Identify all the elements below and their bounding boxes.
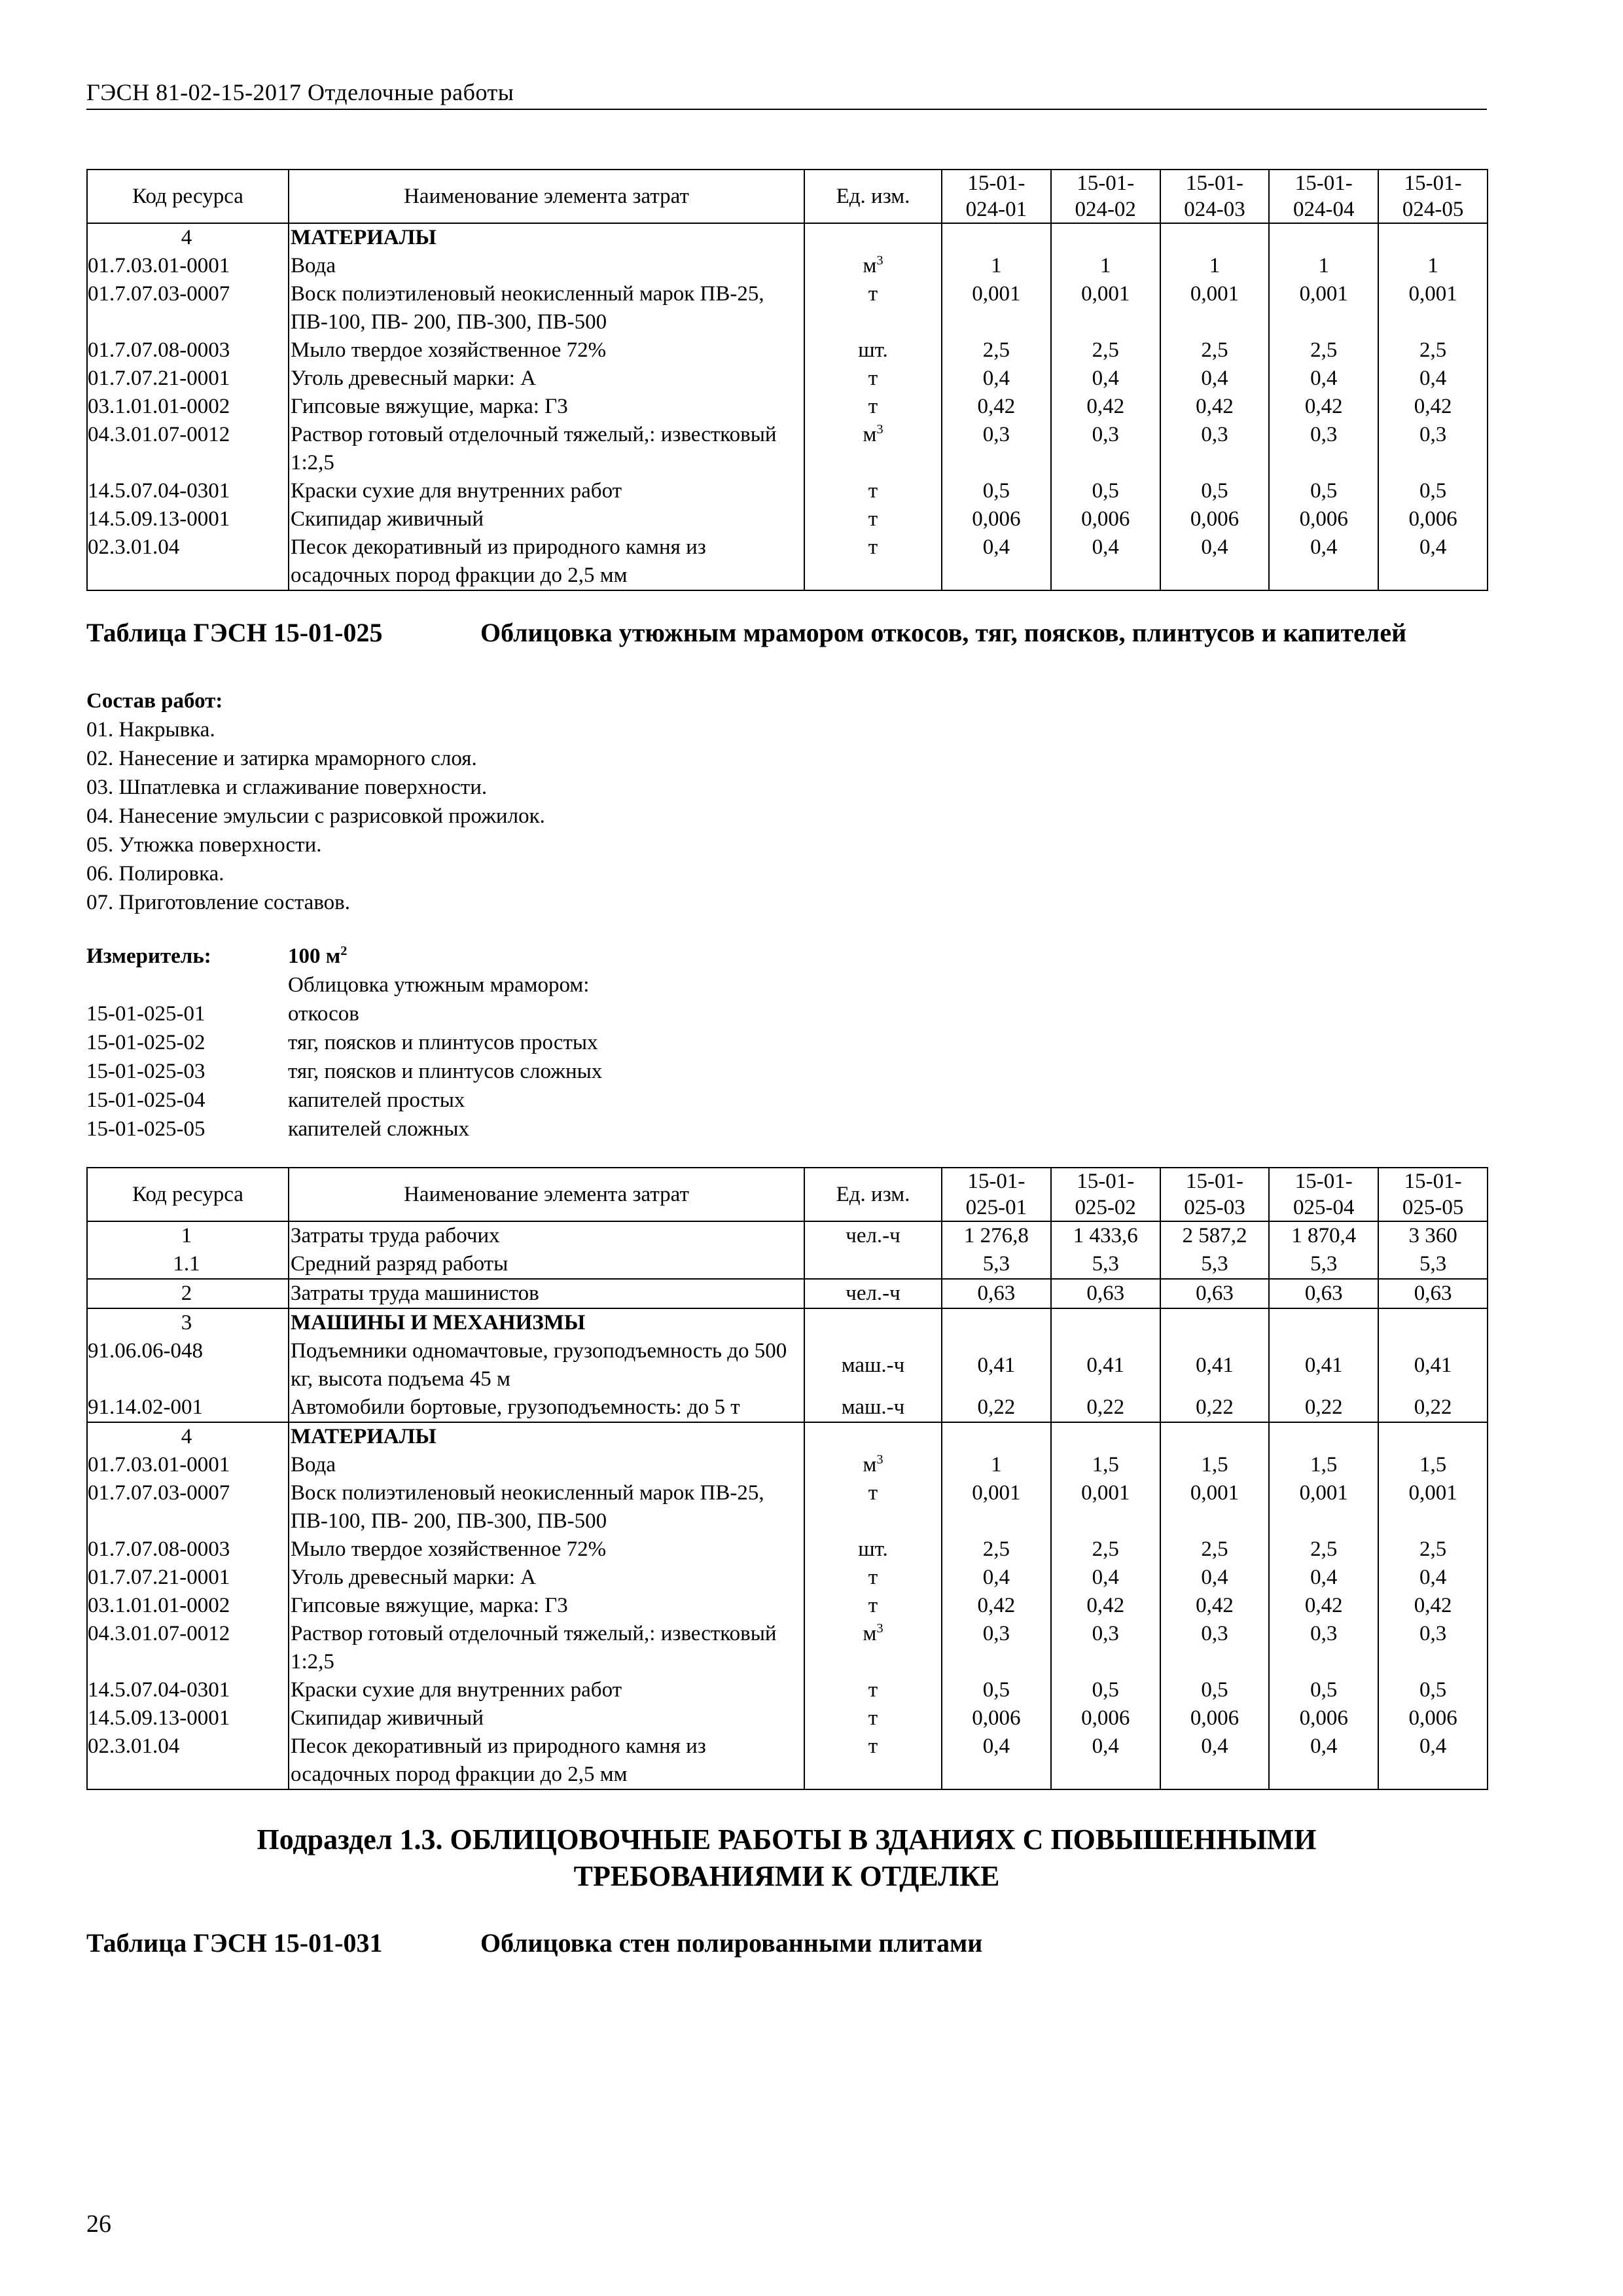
resource-name: Раствор готовый отделочный тяжелый,: известковый 1:2,5	[289, 1620, 804, 1676]
norm-value: 0,001	[1051, 1479, 1160, 1535]
table-row	[87, 336, 1488, 365]
resource-table-025	[86, 1167, 1488, 1790]
table-label: Таблица ГЭСН 15-01-025	[86, 618, 383, 647]
table-row	[87, 280, 1488, 336]
table-row	[87, 1221, 1488, 1250]
resource-name: Краски сухие для внутренних работ	[289, 477, 804, 505]
norm-value: 0,006	[942, 1704, 1051, 1732]
table-header-row	[87, 1168, 1488, 1221]
norm-value: 2,5	[1160, 1535, 1270, 1564]
subsection-heading	[86, 1821, 1487, 1895]
norm-value: 1	[1378, 252, 1488, 280]
resource-unit: т	[804, 505, 942, 533]
norm-value: 0,42	[1269, 393, 1378, 421]
measure-row	[86, 942, 1487, 971]
norm-value: 0,22	[1378, 1393, 1488, 1422]
resource-code: 14.5.07.04-0301	[87, 1676, 289, 1704]
table-row	[87, 1479, 1488, 1535]
resource-unit: т	[804, 1676, 942, 1704]
subsection-line-2: ТРЕБОВАНИЯМИ К ОТДЕЛКЕ	[573, 1860, 1000, 1892]
norm-value: 0,4	[1051, 1732, 1160, 1789]
resource-table-024	[86, 169, 1488, 591]
norm-value: 0,006	[1378, 1704, 1488, 1732]
norm-value: 0,41	[942, 1337, 1051, 1393]
resource-code: 4	[87, 1422, 289, 1451]
resource-unit	[804, 1308, 942, 1337]
norm-value: 0,5	[1269, 477, 1378, 505]
resource-unit	[804, 1250, 942, 1279]
norm-value: 1	[1269, 252, 1378, 280]
resource-name: МАШИНЫ И МЕХАНИЗМЫ	[289, 1308, 804, 1337]
table-row	[87, 1250, 1488, 1279]
norm-value: 2,5	[942, 1535, 1051, 1564]
resource-name: Скипидар живичный	[289, 1704, 804, 1732]
resource-code: 01.7.07.21-0001	[87, 365, 289, 393]
norm-value: 0,4	[1269, 1732, 1378, 1789]
norm-value: 0,5	[1269, 1676, 1378, 1704]
resource-unit: т	[804, 1564, 942, 1592]
table-row	[87, 1308, 1488, 1337]
norm-value: 0,006	[1160, 1704, 1270, 1732]
table-label: Таблица ГЭСН 15-01-031	[86, 1928, 383, 1958]
table-heading-025	[86, 617, 1487, 649]
norm-value: 5,3	[1160, 1250, 1270, 1279]
norm-value: 0,001	[1160, 280, 1270, 336]
header-unit: Ед. изм.	[804, 1168, 942, 1221]
header-norm-code: 15-01- 024-03	[1160, 170, 1270, 223]
table-row	[87, 223, 1488, 252]
measure-item-text: капителей простых	[288, 1088, 465, 1112]
norm-value: 1,5	[1051, 1451, 1160, 1479]
resource-name: Подъемники одномачтовые, грузоподъемность до 500 кг, высота подъема 45 м	[289, 1337, 804, 1393]
norm-value: 0,4	[1160, 365, 1270, 393]
norm-value: 0,3	[1160, 421, 1270, 477]
measure-item-text: тяг, поясков и плинтусов простых	[288, 1031, 598, 1054]
resource-code: 2	[87, 1279, 289, 1308]
norm-value: 0,4	[942, 1732, 1051, 1789]
norm-value	[942, 1422, 1051, 1451]
norm-value: 0,22	[1051, 1393, 1160, 1422]
norm-value: 0,3	[1378, 421, 1488, 477]
norm-value: 0,006	[1269, 1704, 1378, 1732]
resource-name: Средний разряд работы	[289, 1250, 804, 1279]
composition-heading: Состав работ:	[86, 689, 223, 713]
norm-value: 0,63	[1051, 1279, 1160, 1308]
measure-item-text: откосов	[288, 1002, 359, 1026]
norm-value: 0,42	[1378, 1592, 1488, 1620]
norm-value: 0,4	[1269, 533, 1378, 590]
norm-value	[1269, 1422, 1378, 1451]
header-norm-code: 15-01- 024-04	[1269, 170, 1378, 223]
norm-value	[1160, 1422, 1270, 1451]
norm-value: 1	[1160, 252, 1270, 280]
norm-value: 0,5	[1378, 1676, 1488, 1704]
header-name: Наименование элемента затрат	[289, 1168, 804, 1221]
norm-value: 5,3	[1378, 1250, 1488, 1279]
resource-name: МАТЕРИАЛЫ	[289, 1422, 804, 1451]
measure-item-text: капителей сложных	[288, 1117, 470, 1141]
norm-value: 1,5	[1160, 1451, 1270, 1479]
header-norm-code: 15-01- 025-04	[1269, 1168, 1378, 1221]
measure-desc-row	[86, 971, 1487, 999]
resource-code: 01.7.07.08-0003	[87, 336, 289, 365]
norm-value: 1 870,4	[1269, 1221, 1378, 1250]
resource-name: Вода	[289, 252, 804, 280]
norm-value: 0,4	[1051, 365, 1160, 393]
resource-name: Уголь древесный марки: А	[289, 365, 804, 393]
norm-value: 0,001	[942, 1479, 1051, 1535]
norm-value: 0,42	[1378, 393, 1488, 421]
measure-item-code: 15-01-025-05	[86, 1117, 205, 1141]
norm-value: 0,41	[1051, 1337, 1160, 1393]
table-row	[87, 393, 1488, 421]
norm-value: 0,006	[942, 505, 1051, 533]
norm-value: 1 276,8	[942, 1221, 1051, 1250]
norm-value: 0,4	[1160, 1564, 1270, 1592]
norm-value: 2,5	[1378, 1535, 1488, 1564]
measure-item-text: тяг, поясков и плинтусов сложных	[288, 1060, 603, 1083]
resource-unit: чел.-ч	[804, 1221, 942, 1250]
norm-value: 0,42	[1160, 1592, 1270, 1620]
norm-value: 0,006	[1051, 1704, 1160, 1732]
table-row	[87, 1620, 1488, 1676]
measure-item-code: 15-01-025-02	[86, 1031, 205, 1054]
norm-value: 2,5	[942, 336, 1051, 365]
resource-name: Гипсовые вяжущие, марка: Г3	[289, 1592, 804, 1620]
composition-item: 05. Утюжка поверхности.	[86, 833, 322, 857]
norm-value: 0,3	[1051, 421, 1160, 477]
resource-code: 01.7.07.03-0007	[87, 280, 289, 336]
resource-name: Скипидар живичный	[289, 505, 804, 533]
resource-code: 01.7.07.03-0007	[87, 1479, 289, 1535]
norm-value	[1378, 1422, 1488, 1451]
norm-value	[1051, 1422, 1160, 1451]
resource-unit	[804, 1422, 942, 1451]
norm-value: 2,5	[1378, 336, 1488, 365]
norm-value: 1	[1051, 252, 1160, 280]
norm-value: 0,006	[1160, 505, 1270, 533]
norm-value	[1378, 1308, 1488, 1337]
norm-value	[1378, 223, 1488, 252]
norm-value: 0,4	[1051, 533, 1160, 590]
table-row	[87, 1422, 1488, 1451]
norm-value: 1 433,6	[1051, 1221, 1160, 1250]
resource-unit: $м^3$	[804, 1620, 942, 1676]
resource-code: 02.3.01.04	[87, 533, 289, 590]
measure-item	[86, 1086, 1487, 1115]
resource-code: 01.7.07.08-0003	[87, 1535, 289, 1564]
norm-value: 0,4	[1378, 1732, 1488, 1789]
resource-name: Мыло твердое хозяйственное 72%	[289, 1535, 804, 1564]
resource-unit: т	[804, 393, 942, 421]
resource-unit: т	[804, 280, 942, 336]
resource-unit: т	[804, 1704, 942, 1732]
norm-value: 2,5	[1269, 336, 1378, 365]
table-row	[87, 1564, 1488, 1592]
resource-code: 91.06.06-048	[87, 1337, 289, 1393]
table-row	[87, 1592, 1488, 1620]
norm-value: 0,4	[1051, 1564, 1160, 1592]
resource-name: Краски сухие для внутренних работ	[289, 1676, 804, 1704]
resource-code: 01.7.07.21-0001	[87, 1564, 289, 1592]
header-code: Код ресурса	[87, 170, 289, 223]
norm-value: 0,001	[1269, 1479, 1378, 1535]
resource-name: Воск полиэтиленовый неокисленный марок ПВ-25, ПВ-100, ПВ- 200, ПВ-300, ПВ-500	[289, 1479, 804, 1535]
norm-value: 0,001	[942, 280, 1051, 336]
norm-value: 2,5	[1160, 336, 1270, 365]
norm-value: 0,4	[942, 365, 1051, 393]
norm-value: 0,006	[1269, 505, 1378, 533]
norm-value: 0,22	[942, 1393, 1051, 1422]
resource-unit: т	[804, 533, 942, 590]
resource-code: 91.14.02-001	[87, 1393, 289, 1422]
table-row	[87, 1279, 1488, 1308]
resource-name: Песок декоративный из природного камня из осадочных пород фракции до 2,5 мм	[289, 1732, 804, 1789]
measure-value: 100 $м^2$	[288, 944, 348, 968]
norm-value: 1,5	[1378, 1451, 1488, 1479]
norm-value: 1	[942, 1451, 1051, 1479]
norm-value: 0,3	[1269, 421, 1378, 477]
norm-value: 0,001	[1378, 1479, 1488, 1535]
resource-unit: $м^3$	[804, 1451, 942, 1479]
resource-unit: чел.-ч	[804, 1279, 942, 1308]
resource-unit: $м^3$	[804, 252, 942, 280]
norm-value: 5,3	[1269, 1250, 1378, 1279]
norm-value: 1,5	[1269, 1451, 1378, 1479]
resource-unit: т	[804, 477, 942, 505]
document-page	[86, 79, 1487, 1959]
norm-value: 1	[942, 252, 1051, 280]
norm-value: 0,5	[1160, 477, 1270, 505]
resource-name: Уголь древесный марки: А	[289, 1564, 804, 1592]
norm-value: 0,001	[1160, 1479, 1270, 1535]
table-row	[87, 365, 1488, 393]
measure-label: Измеритель:	[86, 944, 211, 968]
resource-unit: т	[804, 365, 942, 393]
norm-value: 0,5	[1051, 1676, 1160, 1704]
norm-value: 0,42	[1269, 1592, 1378, 1620]
norm-value: 0,5	[942, 1676, 1051, 1704]
norm-value: 2,5	[1269, 1535, 1378, 1564]
page-number: 26	[86, 2210, 111, 2238]
norm-value	[942, 223, 1051, 252]
norm-value: 0,4	[942, 1564, 1051, 1592]
norm-value: 0,22	[1160, 1393, 1270, 1422]
header-name: Наименование элемента затрат	[289, 170, 804, 223]
norm-value: 0,5	[1378, 477, 1488, 505]
norm-value: 5,3	[1051, 1250, 1160, 1279]
norm-value: 0,5	[1160, 1676, 1270, 1704]
norm-value: 0,63	[942, 1279, 1051, 1308]
resource-name: Воск полиэтиленовый неокисленный марок ПВ-25, ПВ-100, ПВ- 200, ПВ-300, ПВ-500	[289, 280, 804, 336]
header-norm-code: 15-01- 025-02	[1051, 1168, 1160, 1221]
norm-value	[942, 1308, 1051, 1337]
header-norm-code: 15-01- 024-05	[1378, 170, 1488, 223]
table-title: Облицовка стен полированными плитами	[480, 1928, 983, 1958]
norm-value: 0,41	[1378, 1337, 1488, 1393]
measure-item-code: 15-01-025-03	[86, 1060, 205, 1083]
norm-value: 0,63	[1378, 1279, 1488, 1308]
table-row	[87, 505, 1488, 533]
norm-value: 0,4	[942, 533, 1051, 590]
measure-item	[86, 999, 1487, 1028]
norm-value: 0,5	[1051, 477, 1160, 505]
norm-value: 2,5	[1051, 1535, 1160, 1564]
norm-value	[1269, 223, 1378, 252]
norm-value: 0,3	[942, 1620, 1051, 1676]
measure-item	[86, 1028, 1487, 1057]
norm-value: 0,006	[1051, 505, 1160, 533]
norm-value: 0,3	[1269, 1620, 1378, 1676]
norm-value: 0,41	[1160, 1337, 1270, 1393]
resource-unit: т	[804, 1592, 942, 1620]
resource-unit: $м^3$	[804, 421, 942, 477]
norm-value: 0,42	[1051, 1592, 1160, 1620]
norm-value	[1160, 223, 1270, 252]
table-header-row	[87, 170, 1488, 223]
header-norm-code: 15-01- 025-01	[942, 1168, 1051, 1221]
norm-value: 0,42	[1051, 393, 1160, 421]
norm-value: 2,5	[1051, 336, 1160, 365]
header-norm-code: 15-01- 025-03	[1160, 1168, 1270, 1221]
resource-code: 02.3.01.04	[87, 1732, 289, 1789]
norm-value: 0,3	[1378, 1620, 1488, 1676]
table-title: Облицовка утюжным мрамором откосов, тяг, поясков, плинтусов и капителей	[480, 618, 1407, 647]
norm-value: 3 360	[1378, 1221, 1488, 1250]
measure-items	[86, 999, 1487, 1143]
composition-item: 07. Приготовление составов.	[86, 891, 351, 914]
resource-name: Песок декоративный из природного камня из осадочных пород фракции до 2,5 мм	[289, 533, 804, 590]
norm-value: 0,4	[1269, 365, 1378, 393]
norm-value	[1051, 223, 1160, 252]
norm-value: 0,4	[1378, 365, 1488, 393]
resource-code: 04.3.01.07-0012	[87, 421, 289, 477]
measure-item-code: 15-01-025-01	[86, 1002, 205, 1026]
table-row	[87, 1704, 1488, 1732]
resource-code: 1.1	[87, 1250, 289, 1279]
norm-value: 0,42	[942, 1592, 1051, 1620]
norm-value: 0,5	[942, 477, 1051, 505]
resource-unit: шт.	[804, 1535, 942, 1564]
table-row	[87, 1676, 1488, 1704]
resource-name: Раствор готовый отделочный тяжелый,: известковый 1:2,5	[289, 421, 804, 477]
table-row	[87, 533, 1488, 590]
resource-name: Затраты труда машинистов	[289, 1279, 804, 1308]
composition-list	[86, 715, 1487, 917]
resource-unit: т	[804, 1479, 942, 1535]
resource-code: 4	[87, 223, 289, 252]
resource-name: Вода	[289, 1451, 804, 1479]
resource-code: 01.7.03.01-0001	[87, 252, 289, 280]
resource-code: 04.3.01.07-0012	[87, 1620, 289, 1676]
resource-code: 14.5.07.04-0301	[87, 477, 289, 505]
norm-value: 0,4	[1160, 533, 1270, 590]
norm-value: 0,63	[1269, 1279, 1378, 1308]
resource-name: Автомобили бортовые, грузоподъемность: до 5 т	[289, 1393, 804, 1422]
measure-item-code: 15-01-025-04	[86, 1088, 205, 1112]
header-code: Код ресурса	[87, 1168, 289, 1221]
running-header: ГЭСН 81-02-15-2017 Отделочные работы	[86, 79, 1487, 110]
resource-unit: маш.-ч	[804, 1337, 942, 1393]
composition-item: 01. Накрывка.	[86, 718, 215, 742]
resource-code: 1	[87, 1221, 289, 1250]
work-composition	[86, 687, 1487, 917]
header-unit: Ед. изм.	[804, 170, 942, 223]
table-row	[87, 1535, 1488, 1564]
resource-code: 14.5.09.13-0001	[87, 505, 289, 533]
header-norm-code: 15-01- 025-05	[1378, 1168, 1488, 1221]
resource-name: Затраты труда рабочих	[289, 1221, 804, 1250]
norm-value: 0,3	[1160, 1620, 1270, 1676]
norm-value: 5,3	[942, 1250, 1051, 1279]
norm-value	[1269, 1308, 1378, 1337]
table-row	[87, 1451, 1488, 1479]
measure-item	[86, 1115, 1487, 1143]
resource-code: 3	[87, 1308, 289, 1337]
composition-item: 06. Полировка.	[86, 862, 224, 886]
resource-code: 03.1.01.01-0002	[87, 393, 289, 421]
norm-value	[1051, 1308, 1160, 1337]
measure-block	[86, 942, 1487, 1143]
header-norm-code: 15-01- 024-01	[942, 170, 1051, 223]
norm-value: 0,4	[1160, 1732, 1270, 1789]
norm-value: 0,42	[1160, 393, 1270, 421]
subsection-line-1: Подраздел 1.3. ОБЛИЦОВОЧНЫЕ РАБОТЫ В ЗДАНИЯХ С ПОВЫШЕННЫМИ	[257, 1823, 1317, 1856]
resource-unit	[804, 223, 942, 252]
measure-item	[86, 1057, 1487, 1086]
resource-name: Гипсовые вяжущие, марка: Г3	[289, 393, 804, 421]
header-norm-code: 15-01- 024-02	[1051, 170, 1160, 223]
norm-value: 2 587,2	[1160, 1221, 1270, 1250]
norm-value: 0,42	[942, 393, 1051, 421]
norm-value: 0,001	[1378, 280, 1488, 336]
norm-value: 0,4	[1269, 1564, 1378, 1592]
table-row	[87, 421, 1488, 477]
resource-name: МАТЕРИАЛЫ	[289, 223, 804, 252]
resource-unit: т	[804, 1732, 942, 1789]
table-row	[87, 1393, 1488, 1422]
table-heading-031	[86, 1928, 1487, 1959]
composition-item: 02. Нанесение и затирка мраморного слоя.	[86, 747, 477, 770]
resource-code: 14.5.09.13-0001	[87, 1704, 289, 1732]
norm-value: 0,006	[1378, 505, 1488, 533]
resource-code: 03.1.01.01-0002	[87, 1592, 289, 1620]
norm-value: 0,3	[942, 421, 1051, 477]
norm-value: 0,3	[1051, 1620, 1160, 1676]
norm-value: 0,41	[1269, 1337, 1378, 1393]
norm-value: 0,4	[1378, 533, 1488, 590]
norm-value: 0,001	[1269, 280, 1378, 336]
norm-value	[1160, 1308, 1270, 1337]
table-row	[87, 477, 1488, 505]
norm-value: 0,63	[1160, 1279, 1270, 1308]
resource-name: Мыло твердое хозяйственное 72%	[289, 336, 804, 365]
composition-item: 03. Шпатлевка и сглаживание поверхности.	[86, 776, 488, 799]
table-row	[87, 1337, 1488, 1393]
norm-value: 0,001	[1051, 280, 1160, 336]
measure-description: Облицовка утюжным мрамором:	[288, 973, 590, 997]
norm-value: 0,4	[1378, 1564, 1488, 1592]
resource-unit: маш.-ч	[804, 1393, 942, 1422]
table-row	[87, 252, 1488, 280]
resource-code: 01.7.03.01-0001	[87, 1451, 289, 1479]
resource-unit: шт.	[804, 336, 942, 365]
norm-value: 0,22	[1269, 1393, 1378, 1422]
composition-item: 04. Нанесение эмульсии с разрисовкой прожилок.	[86, 804, 545, 828]
table-row	[87, 1732, 1488, 1789]
